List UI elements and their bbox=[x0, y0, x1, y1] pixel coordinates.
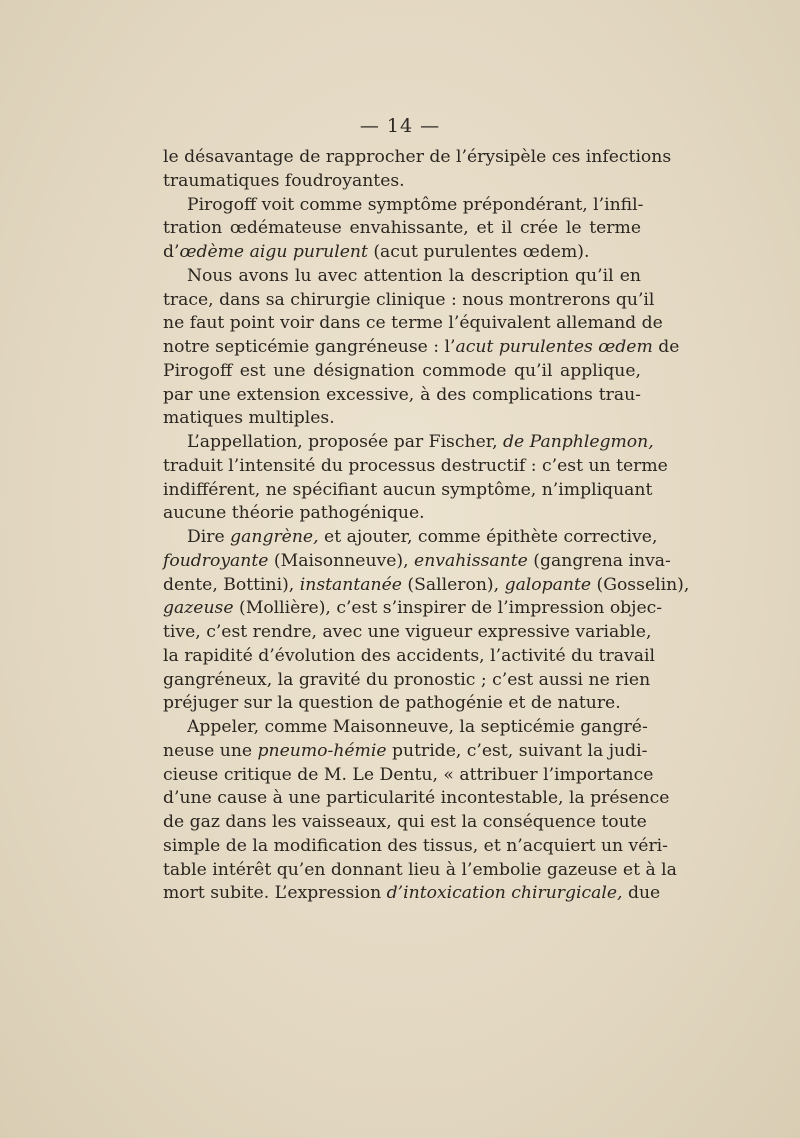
text-segment: indifférent, ne spécifiant aucun symptôme, n’impliquant bbox=[163, 479, 653, 500]
text-line bbox=[163, 384, 641, 408]
text-line bbox=[163, 740, 648, 764]
text-line bbox=[163, 882, 661, 906]
text-segment: aucune théorie pathogénique. bbox=[163, 503, 425, 524]
italic-term: pneumo-hémie bbox=[257, 740, 387, 761]
text-segment: cieuse critique de M. Le Dentu, « attribuer l’importance bbox=[163, 764, 654, 785]
text-segment: et ajouter, comme épithète corrective, bbox=[318, 527, 658, 547]
text-line bbox=[163, 692, 641, 716]
text-segment: Nous avons lu avec attention la description qu’il en bbox=[187, 265, 641, 286]
text-line bbox=[163, 336, 680, 360]
text-segment: table intérêt qu’en donnant lieu à l’embolie gazeuse et à la bbox=[163, 859, 677, 880]
text-segment: traduit l’intensité du processus destructif : c’est un terme bbox=[163, 455, 668, 476]
text-line bbox=[163, 597, 663, 621]
text-segment: tive, c’est rendre, avec une vigueur expressive variable, bbox=[163, 622, 652, 642]
text-segment: par une extension excessive, à des complications trau- bbox=[163, 384, 641, 405]
text-line bbox=[163, 502, 641, 526]
italic-term: gangrène, bbox=[230, 527, 319, 547]
text-segment: d’ bbox=[163, 242, 180, 262]
text-segment: (acut purulentes œdem). bbox=[367, 242, 590, 262]
text-line bbox=[163, 194, 644, 218]
text-line bbox=[163, 645, 655, 669]
text-line bbox=[163, 574, 690, 598]
text-segment: L’appellation, proposée par Fischer, bbox=[187, 432, 504, 452]
text-line bbox=[163, 835, 668, 859]
text-segment: traumatiques foudroyantes. bbox=[163, 170, 405, 191]
text-segment: de bbox=[652, 337, 680, 357]
text-line bbox=[163, 265, 641, 289]
text-line bbox=[163, 407, 641, 431]
text-segment: Appeler, comme Maisonneuve, la septicémie gangré- bbox=[187, 717, 648, 737]
text-segment: d’une cause à une particularité incontestable, la présence bbox=[163, 788, 670, 809]
text-line bbox=[163, 146, 672, 170]
italic-term: instantanée bbox=[299, 574, 402, 595]
body-text bbox=[163, 146, 690, 906]
text-segment: Pirogoff voit comme symptôme prépondérant, l’infil- bbox=[187, 194, 644, 215]
italic-term: œdème aigu purulent bbox=[179, 242, 368, 262]
text-line bbox=[163, 550, 671, 574]
text-segment: (gangrena inva- bbox=[527, 550, 671, 571]
text-segment: de gaz dans les vaisseaux, qui est la conséquence toute bbox=[163, 812, 647, 832]
text-segment: (Maisonneuve), bbox=[268, 550, 415, 571]
italic-term: galopante bbox=[504, 574, 592, 595]
italic-term: gazeuse bbox=[163, 598, 234, 619]
text-segment: due bbox=[622, 883, 661, 904]
text-line bbox=[163, 621, 652, 645]
italic-term: foudroyante bbox=[163, 550, 269, 571]
text-segment: trace, dans sa chirurgie clinique : nous montrerons qu’il bbox=[163, 289, 655, 310]
text-segment: Dire bbox=[187, 527, 231, 547]
italic-term: d’intoxication chirurgicale, bbox=[386, 883, 623, 904]
text-segment: tration œdémateuse envahissante, et il crée le terme bbox=[163, 218, 641, 239]
text-line bbox=[163, 455, 668, 479]
page-number: — 14 — bbox=[359, 115, 441, 137]
text-segment: ne faut point voir dans ce terme l’équivalent allemand de bbox=[163, 313, 663, 334]
text-segment: matiques multiples. bbox=[163, 408, 335, 429]
text-line bbox=[163, 241, 641, 265]
italic-term: de Panphlegmon, bbox=[503, 432, 654, 452]
text-segment: mort subite. L’expression bbox=[163, 883, 387, 904]
text-line bbox=[163, 170, 641, 194]
text-line bbox=[163, 669, 651, 693]
text-segment: putride, c’est, suivant la judi- bbox=[386, 740, 648, 761]
text-line bbox=[163, 312, 663, 336]
text-segment: neuse une bbox=[163, 740, 258, 761]
text-segment: préjuger sur la question de pathogénie et de nature. bbox=[163, 693, 621, 714]
italic-term: envahissante bbox=[414, 550, 528, 571]
text-segment: Pirogoff est une désignation commode qu’il applique, bbox=[163, 360, 641, 381]
text-segment: le désavantage de rapprocher de l’érysipèle ces infections bbox=[163, 147, 672, 167]
text-segment: (Gosselin), bbox=[591, 574, 690, 595]
text-line bbox=[163, 859, 677, 883]
text-line bbox=[163, 289, 655, 313]
italic-term: acut purulentes œdem bbox=[455, 337, 653, 357]
text-line bbox=[163, 787, 670, 811]
text-segment: dente, Bottini), bbox=[163, 574, 300, 595]
text-segment: notre septicémie gangréneuse : l’ bbox=[163, 337, 456, 357]
text-line bbox=[163, 526, 658, 550]
text-line bbox=[163, 217, 641, 241]
text-segment: la rapidité d’évolution des accidents, l’activité du travail bbox=[163, 645, 655, 666]
text-segment: simple de la modification des tissus, et n’acquiert un véri- bbox=[163, 835, 668, 856]
text-line bbox=[163, 360, 641, 384]
text-line bbox=[163, 479, 653, 503]
text-line bbox=[163, 764, 654, 788]
text-segment: (Mollière), c’est s’inspirer de l’impression objec- bbox=[233, 598, 663, 619]
text-line bbox=[163, 716, 648, 740]
text-segment: (Salleron), bbox=[401, 574, 505, 595]
text-line bbox=[163, 811, 647, 835]
text-segment: gangréneux, la gravité du pronostic ; c’est aussi ne rien bbox=[163, 669, 651, 690]
text-line bbox=[163, 431, 654, 455]
